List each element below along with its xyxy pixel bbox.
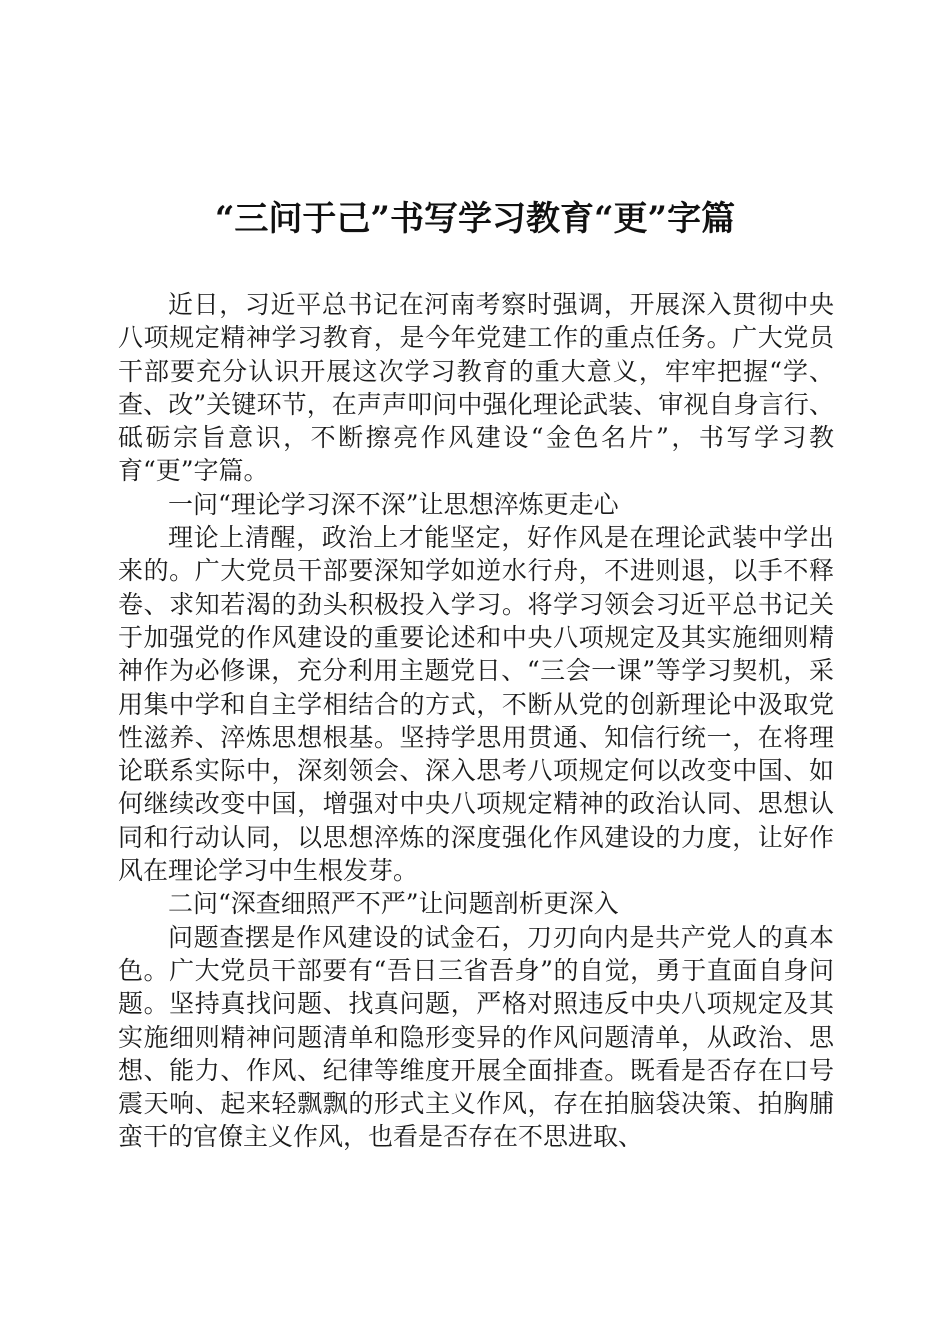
section-paragraph-1: 理论上清醒，政治上才能坚定，好作风是在理论武装中学出来的。广大党员干部要深知学如逆水行舟，不进则退，以手不释卷、求知若渴的劲头积极投入学习。将学习领会习近平总书记关于加强党的作风建设的重要论述和中央八项规定及其实施细则精神作为必修课，充分利用主题党日、“三会一课”等学习契机，采用集中学和自主学相结合的方式，不断从党的创新理论中汲取党性滋养、淬炼思想根基。坚持学思用贯通、知信行统一，在将理论联系实际中，深刻领会、深入思考八项规定何以改变中国、如何继续改变中国，增强对中央八项规定精神的政治认同、思想认同和行动认同，以思想淬炼的深度强化作风建设的力度，让好作风在理论学习中生根发芽。 (118, 523, 834, 886)
section-paragraph-2: 问题查摆是作风建设的试金石，刀刃向内是共产党人的真本色。广大党员干部要有“吾日三省吾身”的自觉，勇于直面自身问题。坚持真找问题、找真问题，严格对照违反中央八项规定及其实施细则精神问题清单和隐形变异的作风问题清单，从政治、思想、能力、作风、纪律等维度开展全面排查。既看是否存在口号震天响、起来轻飘飘的形式主义作风，存在拍脑袋决策、拍胸脯蛮干的官僚主义作风，也看是否存在不思进取、 (118, 922, 834, 1152)
section-heading-2: 二问“深查细照严不严”让问题剖析更深入 (168, 889, 619, 919)
document-title: “三问于己”书写学习教育“更”字篇 (214, 199, 736, 239)
intro-paragraph: 近日，习近平总书记在河南考察时强调，开展深入贯彻中央八项规定精神学习教育，是今年党建工作的重点任务。广大党员干部要充分认识开展这次学习教育的重大意义，牢牢把握“学、查、改”关键环节，在声声叩问中强化理论武装、审视自身言行、砥砺宗旨意识，不断擦亮作风建设“金色名片”，书写学习教育“更”字篇。 (118, 290, 834, 486)
section-heading-1: 一问“理论学习深不深”让思想淬炼更走心 (168, 489, 619, 519)
document-body (118, 288, 834, 1154)
